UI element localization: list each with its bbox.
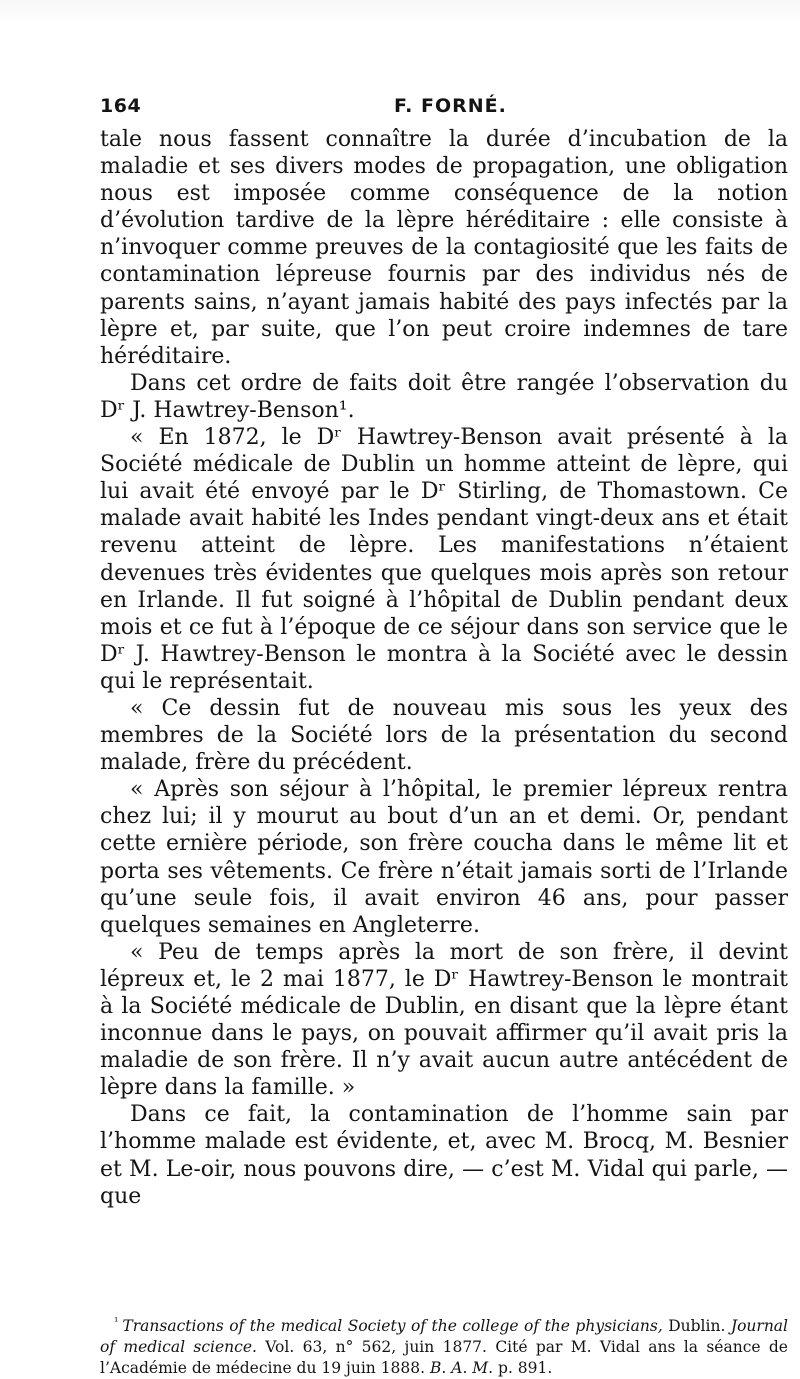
paragraph-4: « Ce dessin fut de nouveau mis sous les yeux des membres de la Société lors de la présentation du second malade, frère du précédent. [100, 695, 788, 776]
page-number: 164 [100, 95, 142, 117]
paragraph-5: « Après son séjour à l’hôpital, le premier lépreux rentra chez lui; il y mourut au bout d’un an et demi. Or, pendant cette ernière période, son frère coucha dans le même lit et porta ses vêtements. Ce frère n’était jamais sorti de l’Irlande qu’une seule fois, il avait environ 46 ans, pour passer quelques semaines en Angleterre. [100, 777, 788, 938]
footnote-source-title: Transactions of the medical Society of the college of the physicians, [122, 1317, 663, 1335]
footnote-journal: Journal of medical science. [100, 1317, 788, 1356]
footnote-citation: Vol. 63, n° 562, juin 1877. Cité par M. Vidal ans la séance de l’Académie de médecine du 19 juin 1888. [100, 1338, 788, 1377]
running-head: F. FORNÉ. [394, 95, 507, 117]
footnote-page: p. 891. [493, 1359, 553, 1377]
paragraph-6: « Peu de temps après la mort de son frère, il devint lépreux et, le 2 mai 1877, le Dʳ Hawtrey-Benson le montrait à la Société médicale de Dublin, en disant que la lèpre étant inconnue dans le pays, on pouvait affirmer qu’il avait pris la maladie de son frère. Il n’y avait aucun autre antécédent de lèpre dans la famille. » [100, 939, 788, 1101]
footnote-abbrev: B. A. M. [430, 1359, 494, 1377]
paragraph-2: Dans cet ordre de faits doit être rangée l’observation du Dʳ J. Hawtrey-Benson¹. [100, 370, 788, 423]
paragraph-3: « En 1872, le Dʳ Hawtrey-Benson avait présenté à la Société médicale de Dublin un homme atteint de lèpre, qui lui avait été envoyé par le Dʳ Stirling, de Thomastown. Ce malade avait habité les Indes pendant vingt-deux ans et était revenu atteint de lèpre. Les manifestations n’étaient devenues très évidentes que quelques mois après son retour en Irlande. Il fut soigné à l’hôpital de Dublin pendant deux mois et ce fut à l’époque de ce séjour dans son service que le Dʳ J. Hawtrey-Benson le montra à la Société avec le dessin qui le représentait. [100, 425, 788, 694]
footnote-place: Dublin. [662, 1317, 731, 1335]
paragraph-1: tale nous fassent connaître la durée d’incubation de la maladie et ses divers modes de propagation, une obligation nous est imposée comme conséquence de la notion d’évolution tardive de la lèpre héréditaire : elle consiste à n’invoquer comme preuves de la contagiosité que les faits de contamination lépreuse fournis par des individus nés de parents sains, n’ayant jamais habité des pays infectés par la lèpre et, par suite, que l’on peut croire indemnes de tare héréditaire. [100, 127, 788, 369]
body-text [100, 126, 788, 1210]
footnote-marker: ¹ [114, 1315, 119, 1328]
footnote-1 [100, 1311, 788, 1379]
footnotes [100, 1311, 788, 1379]
paragraph-7: Dans ce fait, la contamination de l’homme sain par l’homme malade est évidente, et, avec M. Brocq, M. Besnier et M. Le-oir, nous pouvons dire, — c’est M. Vidal qui parle, — que [100, 1102, 788, 1209]
page-header [100, 95, 788, 121]
